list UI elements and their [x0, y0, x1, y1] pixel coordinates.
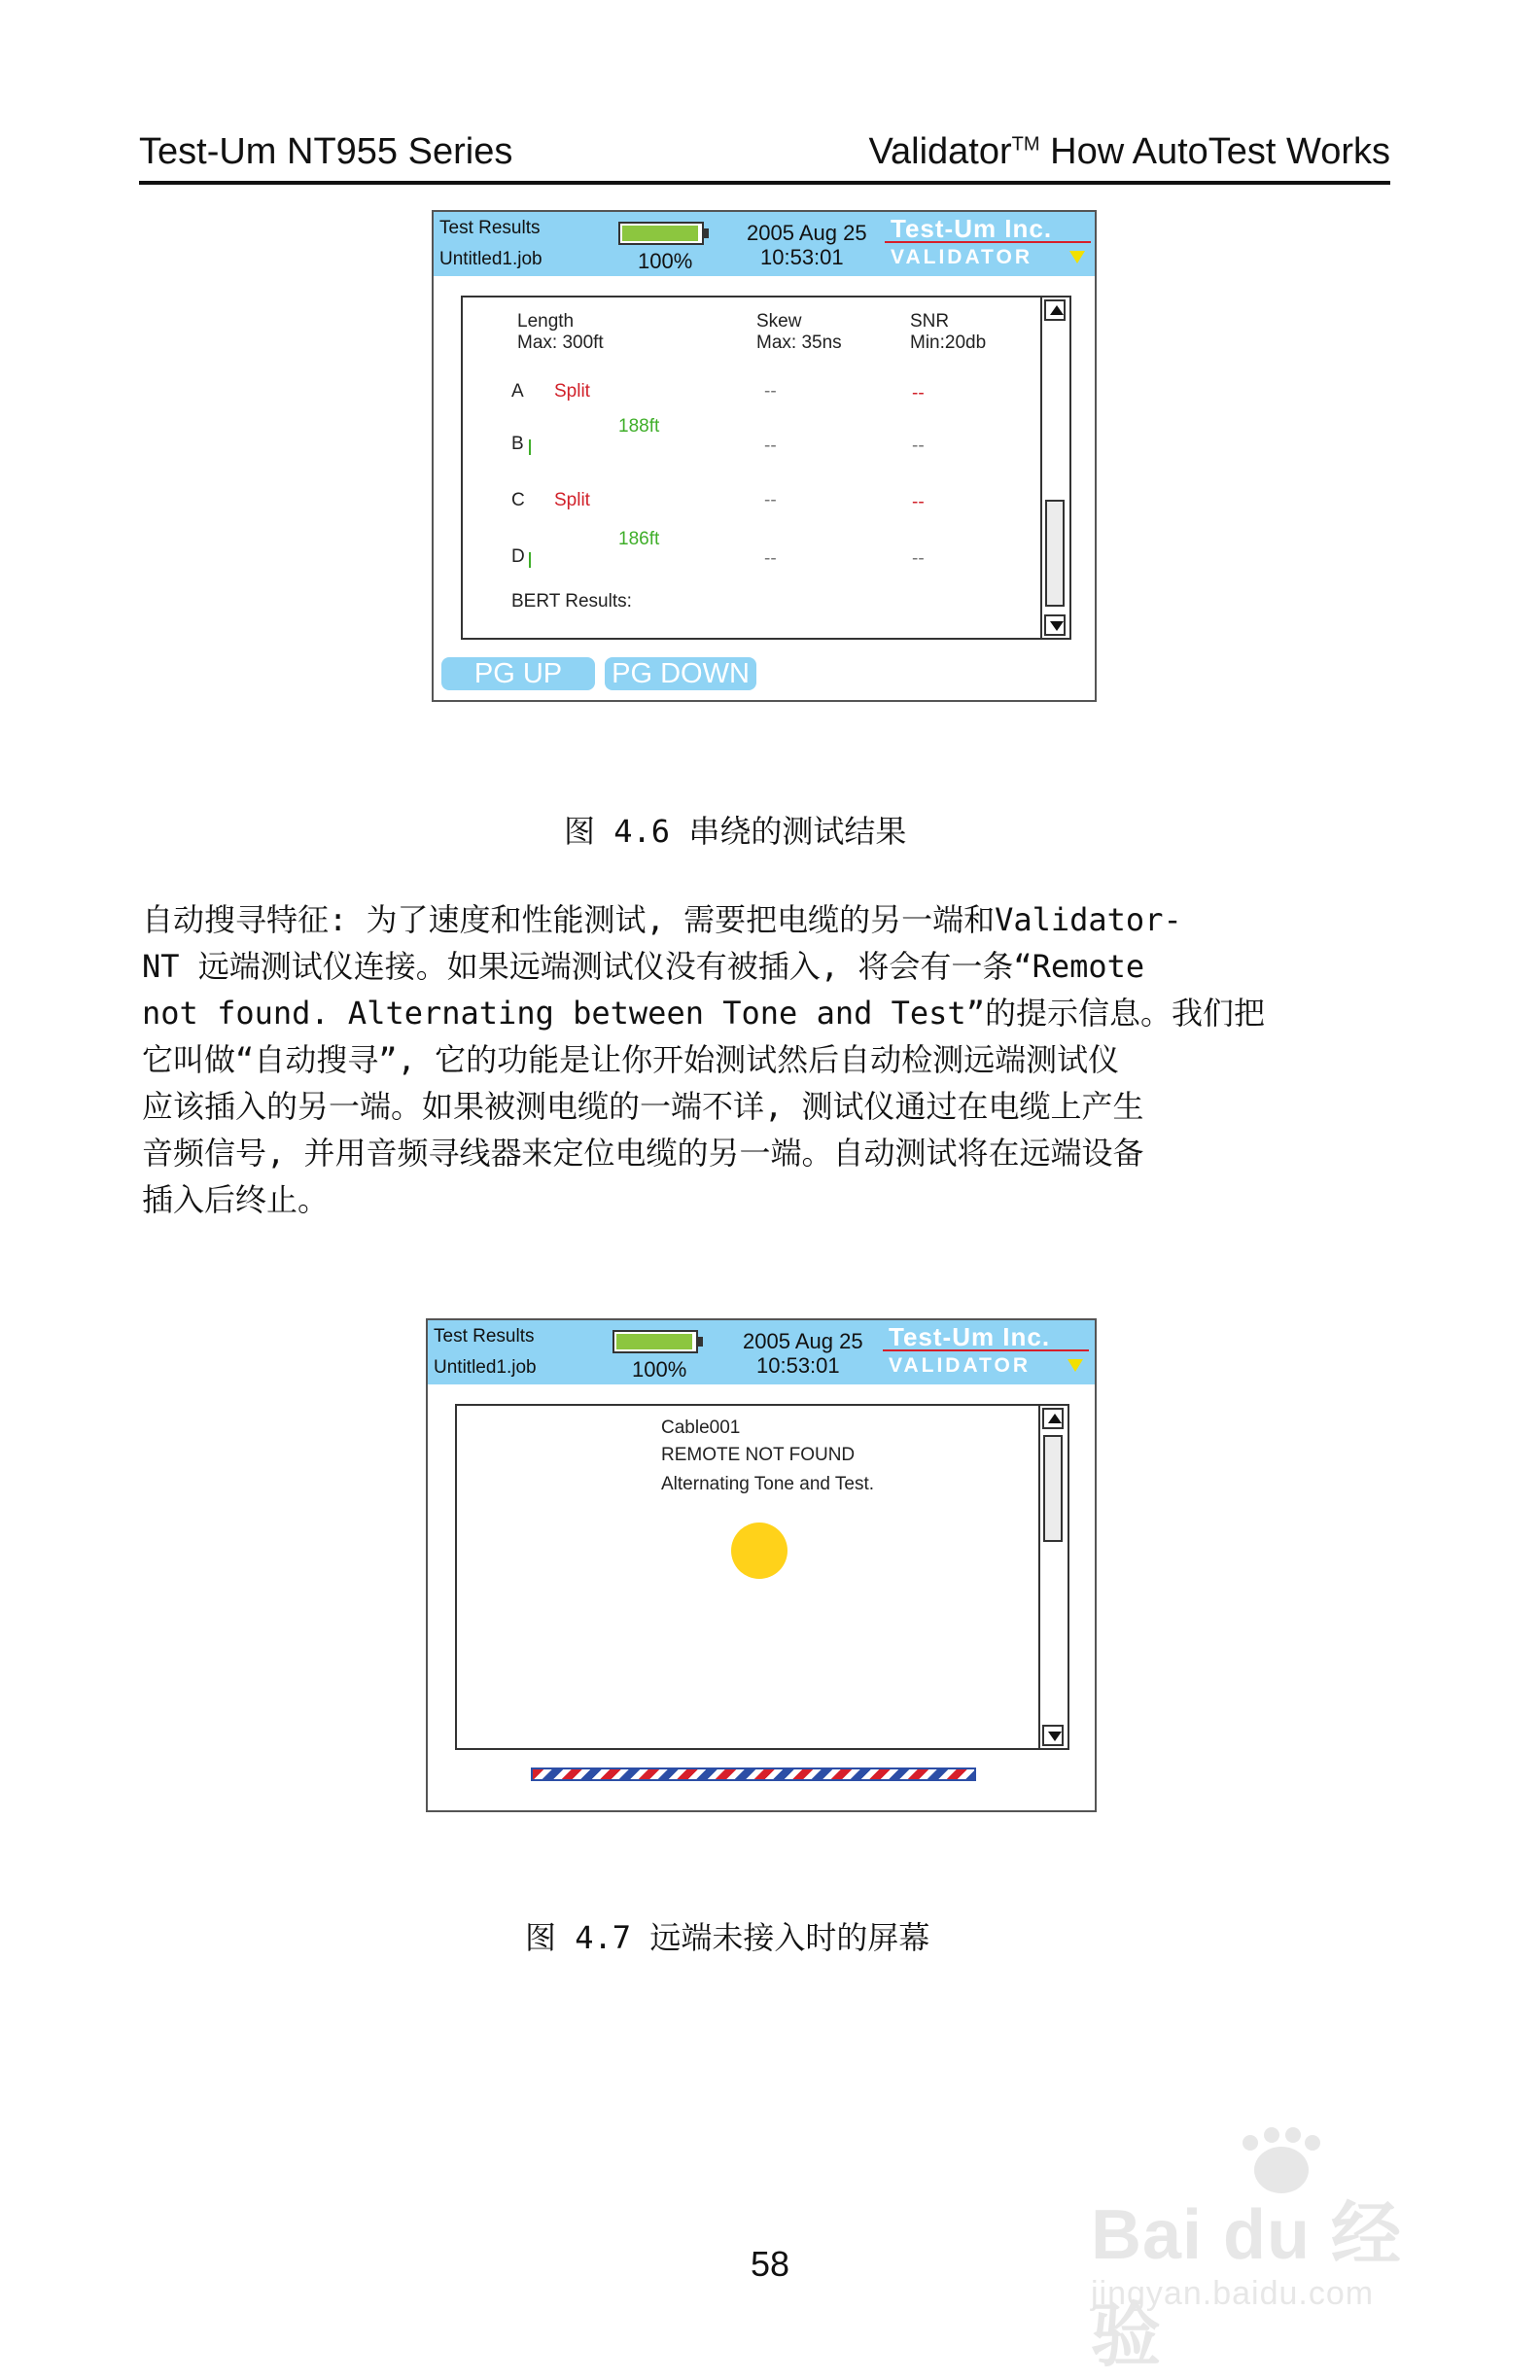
row-a-snr: -- — [912, 383, 925, 403]
page-header — [139, 124, 1390, 185]
row-a-length: Split — [554, 381, 590, 402]
figure2-caption: 图 4.7 远端未接入时的屏幕 — [525, 1919, 930, 1956]
scroll-down-arrow-icon[interactable] — [1044, 614, 1066, 636]
row-b-pair: B — [511, 434, 524, 454]
figure1-brand-logo — [885, 214, 1091, 274]
scroll-thumb[interactable] — [1043, 1435, 1063, 1542]
header-section-title: How AutoTest Works — [1039, 131, 1390, 172]
figure1-date: 2005 Aug 25 — [747, 221, 867, 245]
figure1-scrollbar[interactable] — [1040, 298, 1069, 638]
row-c-snr: -- — [912, 492, 925, 512]
scroll-up-arrow-icon[interactable] — [1044, 299, 1066, 321]
watermark-brand: Bai du 经验 — [1091, 2196, 1403, 2375]
scroll-up-arrow-icon[interactable] — [1042, 1408, 1064, 1429]
paw-toe-icon — [1242, 2135, 1258, 2151]
figure2-date: 2005 Aug 25 — [743, 1329, 863, 1353]
row-c-length: Split — [554, 490, 590, 510]
figure1-job-file: Untitled1.job — [439, 249, 542, 269]
figure1-battery-level: 100% — [638, 249, 693, 273]
paw-toe-icon — [1305, 2135, 1320, 2151]
row-a-pair: A — [511, 381, 524, 402]
paw-toe-icon — [1285, 2127, 1301, 2143]
figure2-battery-level: 100% — [632, 1357, 687, 1382]
remote-not-found-text: REMOTE NOT FOUND — [661, 1445, 856, 1465]
figure2-battery-icon — [612, 1330, 698, 1353]
header-section — [869, 131, 1391, 173]
row-d-pair: D — [511, 546, 525, 567]
scroll-down-arrow-icon[interactable] — [1042, 1725, 1064, 1746]
row-b-skew: -- — [764, 436, 777, 456]
figure1-results-panel — [461, 296, 1071, 640]
figure2-brand-logo — [883, 1322, 1089, 1382]
row-b-length: 188ft — [618, 416, 660, 437]
figure2-job-file: Untitled1.job — [434, 1357, 537, 1378]
header-trademark: TM — [1011, 133, 1040, 156]
col-length-label: Length — [517, 311, 575, 332]
col-skew-label: Skew — [756, 311, 802, 332]
scroll-thumb[interactable] — [1045, 500, 1065, 607]
figure2-screen-title: Test Results — [434, 1326, 535, 1347]
header-product: Validator — [868, 131, 1012, 172]
figure2-menu-triangle-icon[interactable] — [1068, 1359, 1083, 1372]
figure1-battery-icon — [618, 222, 704, 245]
col-length-max: Max: 300ft — [517, 332, 604, 353]
row-b-snr: -- — [912, 436, 925, 456]
figure1-device-screen — [432, 210, 1097, 702]
figure2-product-name: VALIDATOR — [889, 1354, 1031, 1377]
row-d-skew: -- — [764, 548, 777, 569]
autosearch-paragraph: 自动搜寻特征: 为了速度和性能测试, 需要把电缆的另一端和Validator- NT 远端测试仪连接。如果远端测试仪没有被插入, 将会有一条“Remote not found. Alternating between Tone and Test”的提示信息。我们把 它叫做“自动搜寻”, 它的功能是让你开始测试然后自动检测远端测试仪 应该插入的另一端。如果被测电缆的一端不详, 测试仪通过在电缆上产生 音频信号, 并用音频寻线器来定位电缆的另一端。自动测试将在远端设备 插入后终止。 — [142, 901, 1265, 1218]
header-series: Test-Um NT955 Series — [139, 131, 513, 172]
paw-toe-icon — [1264, 2127, 1279, 2143]
figure2-device-screen — [426, 1318, 1097, 1812]
autosearch-progress-bar — [531, 1768, 976, 1781]
row-d-length: 186ft — [618, 529, 660, 549]
row-a-skew: -- — [764, 381, 777, 402]
figure2-status-bar — [428, 1320, 1095, 1384]
page-number: 58 — [750, 2244, 790, 2284]
figure2-time: 10:53:01 — [756, 1353, 840, 1378]
col-snr-min: Min:20db — [910, 332, 987, 353]
baidu-jingyan-watermark — [1079, 2139, 1449, 2375]
figure2-scrollbar[interactable] — [1038, 1406, 1068, 1748]
tone-indicator-icon — [731, 1522, 788, 1579]
row-d-length-bar — [529, 552, 531, 568]
pg-down-button[interactable]: PG DOWN — [605, 657, 756, 690]
col-skew-max: Max: 35ns — [756, 332, 842, 353]
row-b-length-bar — [529, 439, 531, 455]
figure1-screen-title: Test Results — [439, 218, 541, 238]
figure1-status-bar — [434, 212, 1095, 276]
figure1-menu-triangle-icon[interactable] — [1069, 251, 1085, 263]
figure1-time: 10:53:01 — [760, 245, 844, 269]
figure2-message-panel — [455, 1404, 1069, 1750]
figure2-company-name: Test-Um Inc. — [883, 1322, 1089, 1351]
cable-name: Cable001 — [661, 1418, 741, 1438]
row-d-snr: -- — [912, 548, 925, 569]
pg-up-button[interactable]: PG UP — [441, 657, 595, 690]
watermark-url: jingyan.baidu.com — [1091, 2275, 1375, 2312]
row-c-pair: C — [511, 490, 525, 510]
alternating-text: Alternating Tone and Test. — [661, 1474, 875, 1494]
row-c-skew: -- — [764, 490, 777, 510]
figure1-product-name: VALIDATOR — [891, 246, 1032, 268]
figure1-caption: 图 4.6 串绕的测试结果 — [564, 813, 907, 850]
bert-results-label: BERT Results: — [511, 591, 632, 612]
col-snr-label: SNR — [910, 311, 950, 332]
figure1-company-name: Test-Um Inc. — [885, 214, 1091, 243]
